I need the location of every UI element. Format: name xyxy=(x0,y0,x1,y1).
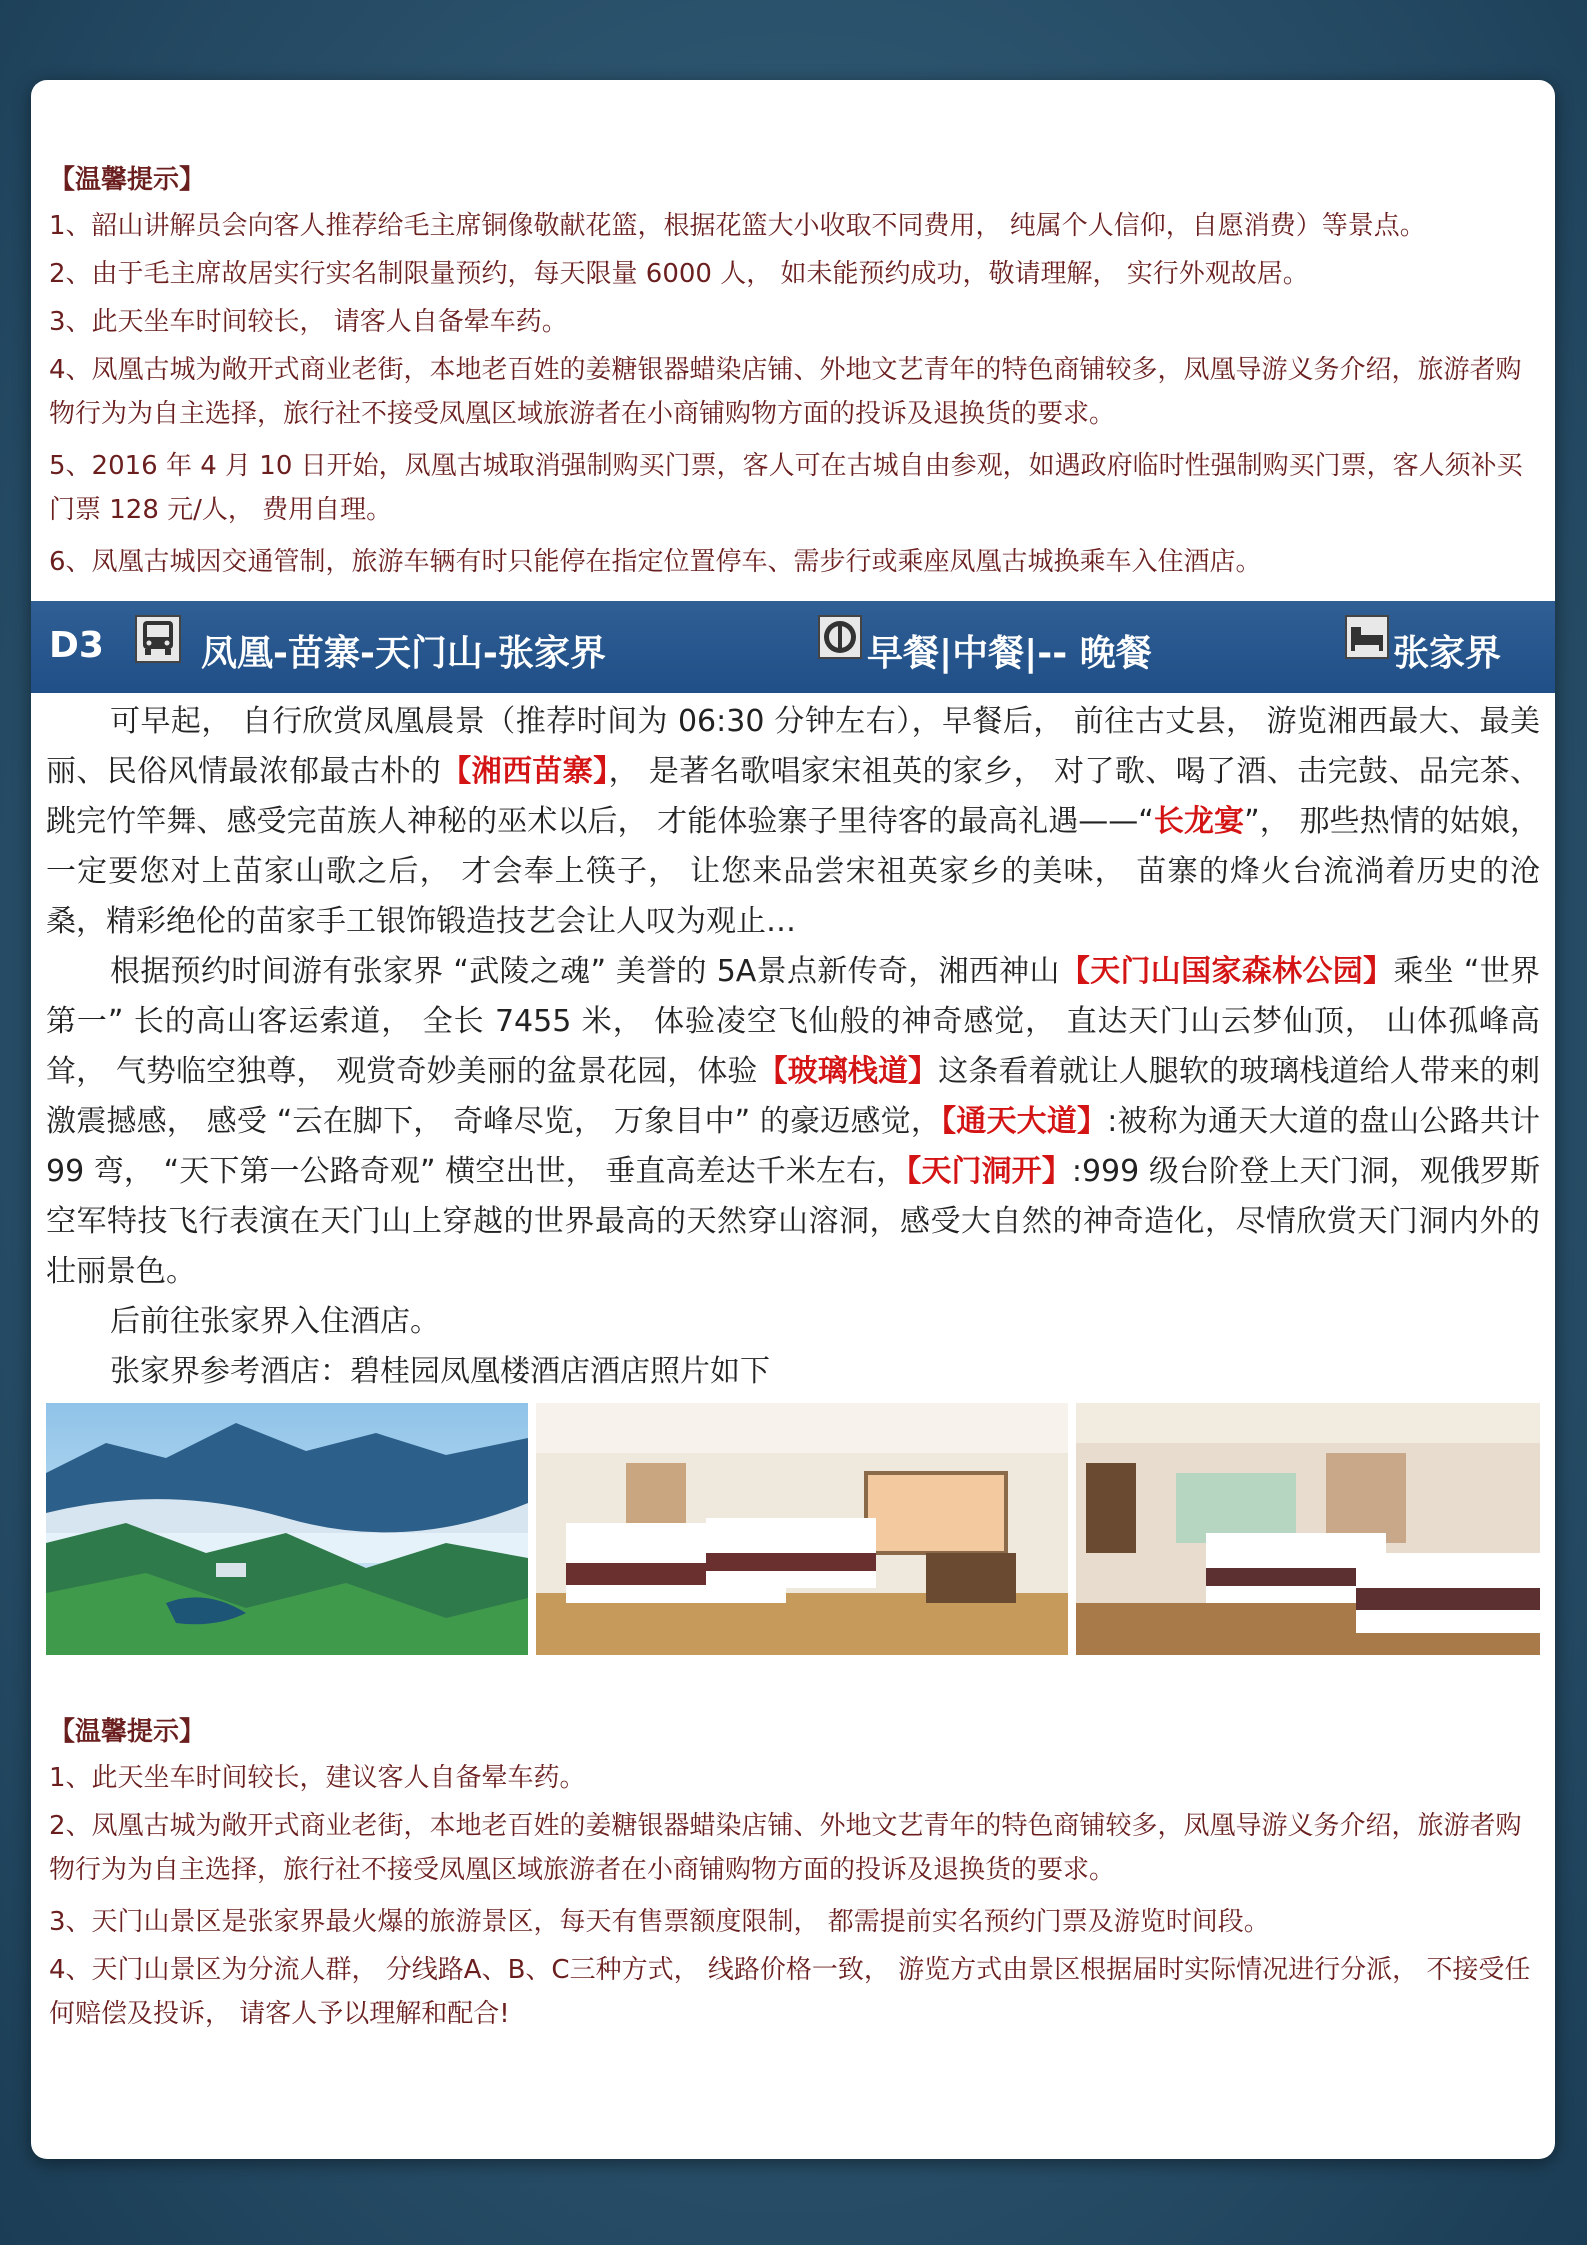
tip-item: 4、凤凰古城为敞开式商业老街，本地老百姓的姜糖银器蜡染店铺、外地文艺青年的特色商铺较多，凤凰导游义务介绍，旅游者购物行为为自主选择，旅行社不接受凤凰区域旅游者在小商铺购物方面的投诉及退换货的要求。 xyxy=(49,355,1522,429)
meal-icon xyxy=(818,615,862,659)
highlight-xiangxi-miaozhai: 【湘西苗寨】 xyxy=(441,754,609,789)
itinerary-paragraph: 后前往张家界入住酒店。 xyxy=(110,1304,440,1339)
tips-title: 【温馨提示】 xyxy=(49,165,206,195)
tip-item: 1、此天坐车时间较长，建议客人自备晕车药。 xyxy=(49,1763,586,1793)
highlight-tongtian-road: 【通天大道】 xyxy=(941,1104,1108,1139)
itinerary-page xyxy=(31,80,1555,2159)
hotel-icon xyxy=(1345,615,1389,659)
tip-item: 3、此天坐车时间较长， 请客人自备晕车药。 xyxy=(49,307,568,337)
day-label: D3 xyxy=(49,625,104,666)
mountain-landscape-photo xyxy=(46,1403,528,1655)
highlight-tianmenshan-park: 【天门山国家森林公园】 xyxy=(1059,954,1394,989)
itinerary-description xyxy=(46,697,1540,1397)
tip-item: 5、2016 年 4 月 10 日开始，凤凰古城取消强制购买门票，客人可在古城自由参观，如遇政府临时性强制购买门票，客人须补买门票 128 元/人， 费用自理。 xyxy=(49,451,1523,525)
tip-item: 6、凤凰古城因交通管制，旅游车辆有时只能停在指定位置停车、需步行或乘座凤凰古城换乘车入住酒店。 xyxy=(49,547,1262,577)
itinerary-paragraph: 张家界参考酒店：碧桂园凤凰楼酒店酒店照片如下 xyxy=(110,1354,770,1389)
day-meals: 早餐|中餐|-- 晚餐 xyxy=(867,633,1152,674)
tip-item: 3、天门山景区是张家界最火爆的旅游景区，每天有售票额度限制， 都需提前实名预约门票及游览时间段。 xyxy=(49,1907,1270,1937)
day-header-band xyxy=(31,601,1555,693)
tip-item: 2、凤凰古城为敞开式商业老街，本地老百姓的姜糖银器蜡染店铺、外地文艺青年的特色商铺较多，凤凰导游义务介绍，旅游者购物行为为自主选择，旅行社不接受凤凰区域旅游者在小商铺购物方面的投诉及退换货的要求。 xyxy=(49,1811,1522,1885)
hotel-room-photo xyxy=(1076,1403,1540,1655)
tip-item: 4、天门山景区为分流人群， 分线路A、B、C三种方式， 线路价格一致， 游览方式由景区根据届时实际情况进行分派， 不接受任何赔偿及投诉， 请客人予以理解和配合! xyxy=(49,1955,1531,2029)
tips-section-2 xyxy=(49,1710,1539,2044)
day-route: 凤凰-苗寨-天门山-张家界 xyxy=(201,633,606,674)
highlight-glass-walkway: 【玻璃栈道】 xyxy=(757,1054,939,1089)
tips-section-1 xyxy=(49,158,1539,588)
highlight-changlongyan: 长龙宴 xyxy=(1153,804,1245,839)
hotel-room-photo xyxy=(536,1403,1068,1655)
bus-icon xyxy=(135,615,181,663)
tip-item: 1、韶山讲解员会向客人推荐给毛主席铜像敬献花篮，根据花篮大小收取不同费用， 纯属个人信仰，自愿消费）等景点。 xyxy=(49,211,1426,241)
itinerary-paragraph: 可早起， 自行欣赏凤凰晨景（推荐时间为 06:30 分钟左右），早餐后， 前往古丈县， 游览湘西最大、最美丽、民俗风情最浓郁最古朴的【湘西苗寨】， 是著名歌唱家宋祖英的家乡， 对了歌、喝了酒、击完鼓、品完茶、跳完竹竿舞、感受完苗族人神秘的巫术以后， 才能体验寨子里待客的最高礼遇——“长龙宴”， 那些热情的姑娘， 一定要您对上苗家山歌之后， 才会奉上筷子， 让您来品尝宋祖英家乡的美味， 苗寨的烽火台流淌着历史的沧桑，精彩绝伦的苗家手工银饰锻造技艺会让人叹为观止… xyxy=(46,704,1541,939)
itinerary-paragraph: 根据预约时间游有张家界 “武陵之魂” 美誉的 5A景点新传奇，湘西神山【天门山国家森林公园】乘坐 “世界第一” 长的高山客运索道， 全长 7455 米， 体验凌空飞仙般的神奇感觉， 直达天门山云梦仙顶， 山体孤峰高耸， 气势临空独尊， 观赏奇妙美丽的盆景花园，体验【玻璃栈道】这条看着就让人腿软的玻璃栈道给人带来的刺激震撼感， 感受 “云在脚下， 奇峰尽览， 万象目中” 的豪迈感觉，【通天大道】:被称为通天大道的盘山公路共计 99 弯， “天下第一公路奇观” 横空出世， 垂直高差达千米左右，【天门洞开】:999 级台阶登上天门洞，观俄罗斯空军特技飞行表演在天门山上穿越的世界最高的天然穿山溶洞，感受大自然的神奇造化，尽情欣赏天门洞内外的壮丽景色。 xyxy=(46,954,1541,1289)
highlight-tianmen-cave: 【天门洞开】 xyxy=(906,1154,1072,1189)
tip-item: 2、由于毛主席故居实行实名制限量预约，每天限量 6000 人， 如未能预约成功，敬请理解， 实行外观故居。 xyxy=(49,259,1309,289)
tips-title: 【温馨提示】 xyxy=(49,1717,206,1747)
day-hotel-city: 张家界 xyxy=(1393,633,1502,674)
